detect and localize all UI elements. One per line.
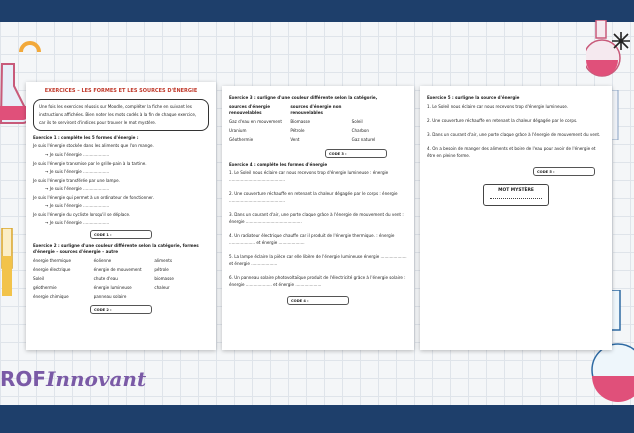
grid-cell: énergie de mouvement [93,266,142,272]
exercise-item: 5. La lampe éclaire la pièce car elle libère de l'énergie lumineuse énergie .................... et énergie .................... [229,254,407,267]
code-1-box[interactable]: CODE 1 : [90,230,152,239]
grid-cell: aliments [154,257,172,263]
grid-cell: Vent [290,136,300,142]
exercise-4-title: Exercice 4 : compléte les formes d'énergie [229,161,328,167]
mystery-answer-line [490,198,542,199]
grid-cell: Soleil [351,118,363,124]
answer-line: → Je suis l'énergie .................... [45,186,110,192]
exercise-item: 2. Une couverture réchauffe en retenant la chaleur dégagée par le corps : énergie ........................................... [229,191,398,204]
grid-cell: Soleil [33,275,45,281]
exercise-line: Je suis l'énergie qui permet à un ordinateur de fonctionner. [33,194,154,200]
grid-header: sources d'énergie renouvelables [229,103,271,115]
grid-cell: énergie chimique [33,293,69,299]
worksheet-page-3 [420,86,612,350]
exercise-item: 4. Un radiateur électrique chauffe car il produit de l'énergie thermique. : énergie .................... et énergie .................... [229,233,395,246]
grid-cell: énergie électrique [33,266,71,272]
exercise-item: 4. On a besoin de manger des aliments et boire de l'eau pour avoir de l'énergie et être en pleine forme. [427,145,596,158]
brand-prefix: ROF [0,367,47,391]
exercise-line: Je suis l'énergie transférée par une lampe. [33,177,120,183]
grid-cell: pétrole [154,266,169,272]
page-title: EXERCICES – LES FORMES ET LES SOURCES D'ÉNERGIE [44,88,198,94]
grid-cell: Charbon [351,127,369,133]
code-5-box[interactable]: CODE 5 : [533,167,595,176]
grid-cell: géothermie [33,284,57,290]
mystery-word-title: MOT MYSTÈRE [498,187,534,193]
grid-cell: Pétrole [290,127,305,133]
exercise-item: 1. Le Soleil nous éclaire car nous recevons trop d'énergie lumineuse : énergie ........................................... [229,170,389,183]
grid-cell: panneau solaire [93,293,127,299]
grid-cell: Gaz d'eau en mouvement [229,118,282,124]
code-4-box[interactable]: CODE 4 : [287,296,349,305]
exercise-item: 2. Une couverture réchauffe en retenant la chaleur dégagée par le corps. [427,117,578,123]
grid-cell: Biomasse [290,118,311,124]
half-circle-icon [18,38,42,54]
top-banner [0,0,634,22]
brand-logo [0,367,146,391]
grid-header [352,104,407,116]
mystery-word-box[interactable] [483,184,549,206]
exercise-item: 1. Le Soleil nous éclaire car nous recevons trop d'énergie lumineuse. [427,103,569,109]
grid-cell: biomasse [154,275,174,281]
exercise-1-lines [33,143,209,226]
exercise-item: 3. Dans un courant d'air, une porte claque grâce à l'énergie de mouvement du vent : énergie ........................................... [229,212,404,225]
grid-cell: Uranium [229,127,247,133]
grid-cell [154,294,209,300]
exercise-line: Je suis l'énergie stockée dans les aliments que l'on mange. [33,143,154,149]
exercise-item: 3. Dans un courant d'air, une porte claque grâce à l'énergie de mouvement du vent. [427,131,601,137]
answer-line: → Je suis l'énergie .................... [45,203,110,209]
exercise-3-title: Exercice 3 : surligne d'une couleur différente selon la catégorie, [229,95,378,100]
grid-cell: Géothermie [229,136,254,142]
exercise-2-title: Exercice 2 : surligne d'une couleur différente selon la catégorie, formes d'énergie – sources d'énergie – autre [33,243,199,254]
answer-line: → Je suis l'énergie .................... [45,151,110,157]
exercise-item: 6. Un panneau solaire photovoltaïque produit de l'électricité grâce à l'énergie solaire : énergie .................... et énergie .................... [229,274,406,287]
sparkle-icon [612,32,630,50]
answer-line: → Je suis l'énergie .................... [45,220,110,226]
exercise-line: Je suis l'énergie transmise par le grille-pain à la tartine. [33,160,147,166]
flask-bottom-left-icon [0,228,22,298]
code-2-box[interactable]: CODE 2 : [90,305,152,314]
exercise-line: Je suis l'énergie du cycliste lorsqu'il se déplace. [33,211,131,217]
grid-cell: Gaz naturel [351,136,376,142]
worksheet-page-1 [26,82,216,350]
code-3-box[interactable]: CODE 3 : [325,149,387,158]
brand-name: Innovant [46,367,147,391]
grid-cell: chute d'eau [93,275,118,281]
intro-box: Une fois les exercices réussis sur Moodle, compléter la fiche en suivant les instructions affichées. Bien noter les mots codés à la fin de chaque exercice, car ils te serviront d'indices pour trouver le mot mystère. [33,99,209,130]
exercise-1-title: Exercice 1 : compléte les 5 formes d'énergie : [33,134,139,140]
answer-line: → Je suis l'énergie .................... [45,169,110,175]
grid-cell: chaleur [154,284,170,290]
flask-right-top-icon [586,20,634,80]
grid-header: sources d'énergie non renouvelables [290,103,342,115]
grid-cell: énergie lumineuse [93,284,132,290]
worksheet-page-2 [222,86,414,350]
grid-cell: énergie thermique [33,257,71,263]
exercise-3-grid [229,104,407,145]
grid-cell: éolienne [93,257,112,263]
exercise-5-title: Exercice 5 : surligne la source d'énergie [427,95,520,100]
bottom-banner [0,405,634,433]
exercise-2-grid [33,258,209,302]
